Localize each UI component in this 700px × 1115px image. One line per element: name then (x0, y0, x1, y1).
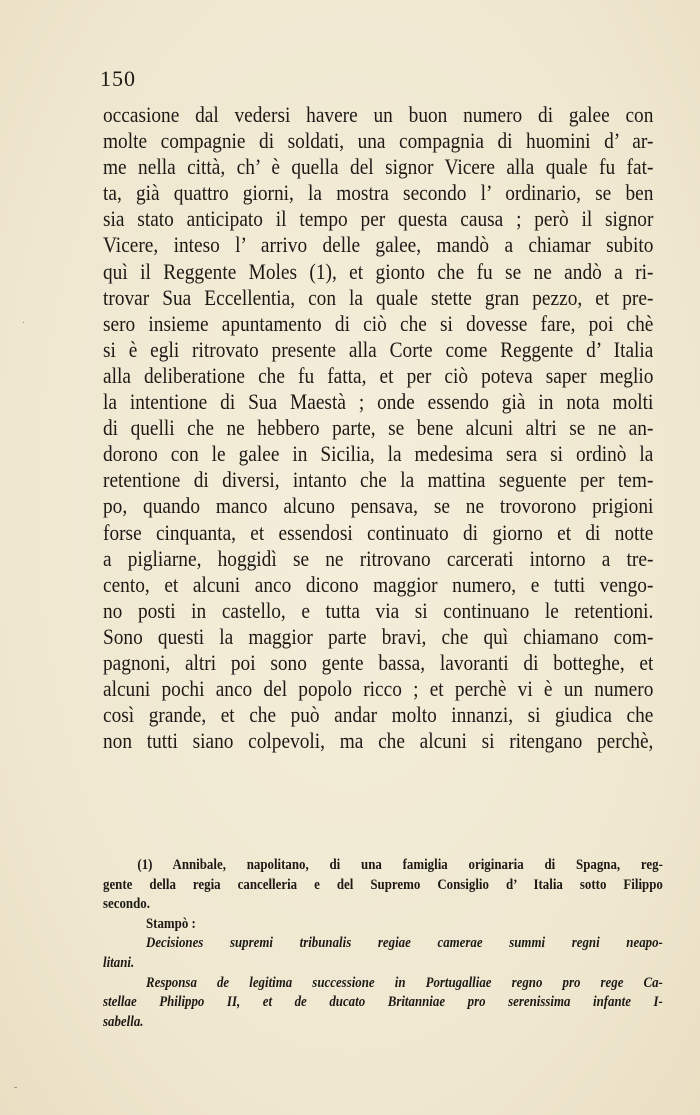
margin-speck: · (22, 318, 26, 329)
body-line: Sono questi la maggior parte bravi, che quì chiamano com- (103, 623, 654, 649)
body-line: Vicere, inteso l’ arrivo delle galee, mandò a chiamar subito (103, 232, 654, 258)
body-line: a pigliarne, hoggidì se ne ritrovano carcerati intorno a tre- (103, 545, 654, 571)
body-line: alla deliberatione che fu fatta, et per ciò poteva saper meglio (103, 362, 654, 388)
footnote-line: Decisiones supremi tribunalis regiae camerae summi regni neapo- (146, 935, 663, 952)
body-line: retentione di diversi, intanto che la mattina seguente per tem- (103, 467, 654, 493)
body-line: la intentione di Sua Maestà ; onde essendo già in nota molti (103, 389, 654, 415)
body-line: molte compagnie di soldati, una compagnia di huomini d’ ar- (103, 128, 654, 154)
body-line: occasione dal vedersi havere un buon numero di galee con (103, 102, 654, 127)
body-line: dorono con le galee in Sicilia, la medesima sera si ordinò la (103, 441, 654, 467)
body-line: forse cinquanta, et essendosi continuato di giorno et di notte (103, 519, 654, 545)
body-line: cento, et alcuni anco dicono maggior numero, e tutti vengo- (103, 571, 654, 597)
body-line: ta, già quattro giorni, la mostra secondo l’ ordinario, se ben (103, 180, 654, 206)
body-line: me nella città, ch’ è quella del signor Vicere alla quale fu fat- (103, 154, 654, 180)
footnote-line: (1) Annibale, napolitano, di una famiglia originaria di Spagna, reg- (137, 857, 663, 873)
footnote-line: litani. (103, 954, 135, 971)
body-line: così grande, et che può andar molto innanzi, si giudica che (103, 702, 654, 728)
body-line: si è egli ritrovato presente alla Corte come Reggente d’ Italia (103, 336, 654, 362)
footnote-line: secondo. (103, 896, 150, 913)
footnote-line: gente della regia cancelleria e del Supremo Consiglio d’ Italia sotto Filippo (103, 876, 663, 893)
footnote-line: sabella. (103, 1013, 144, 1030)
margin-speck: - (14, 1082, 18, 1093)
body-line: quì il Reggente Moles (1), et gionto che fu se ne andò a ri- (103, 258, 654, 284)
footnotes (103, 856, 663, 1032)
body-line: alcuni pochi anco del popolo ricco ; et perchè vi è un numero (103, 676, 654, 702)
footnote-line: Responsa de legitima successione in Portugalliae regno pro rege Ca- (146, 974, 663, 991)
body-line: trovar Sua Eccellentia, con la quale stette gran pezzo, et pre- (103, 284, 654, 310)
footnote-line: stellae Philippo II, et de ducato Britanniae pro serenissima infante I- (103, 994, 663, 1011)
body-line: di quelli che ne hebbero parte, se bene alcuni altri se ne an- (103, 415, 654, 441)
body-line: non tutti siano colpevoli, ma che alcuni si ritengano perchè, (103, 728, 654, 754)
body-line: sero insieme apuntamento di ciò che si dovesse fare, poi chè (103, 310, 654, 336)
body-line: sia stato anticipato il tempo per questa causa ; però il signor (103, 206, 654, 232)
footnote-line: Stampò : (146, 915, 196, 932)
body-text (103, 102, 653, 754)
body-line: pagnoni, altri poi sono gente bassa, lavoranti di botteghe, et (103, 649, 654, 675)
body-line: po, quando manco alcuno pensava, se ne trovorono prigioni (103, 493, 654, 519)
page-number: 150 (100, 66, 136, 91)
body-line: no posti in castello, e tutta via si continuano le retentioni. (103, 597, 654, 623)
